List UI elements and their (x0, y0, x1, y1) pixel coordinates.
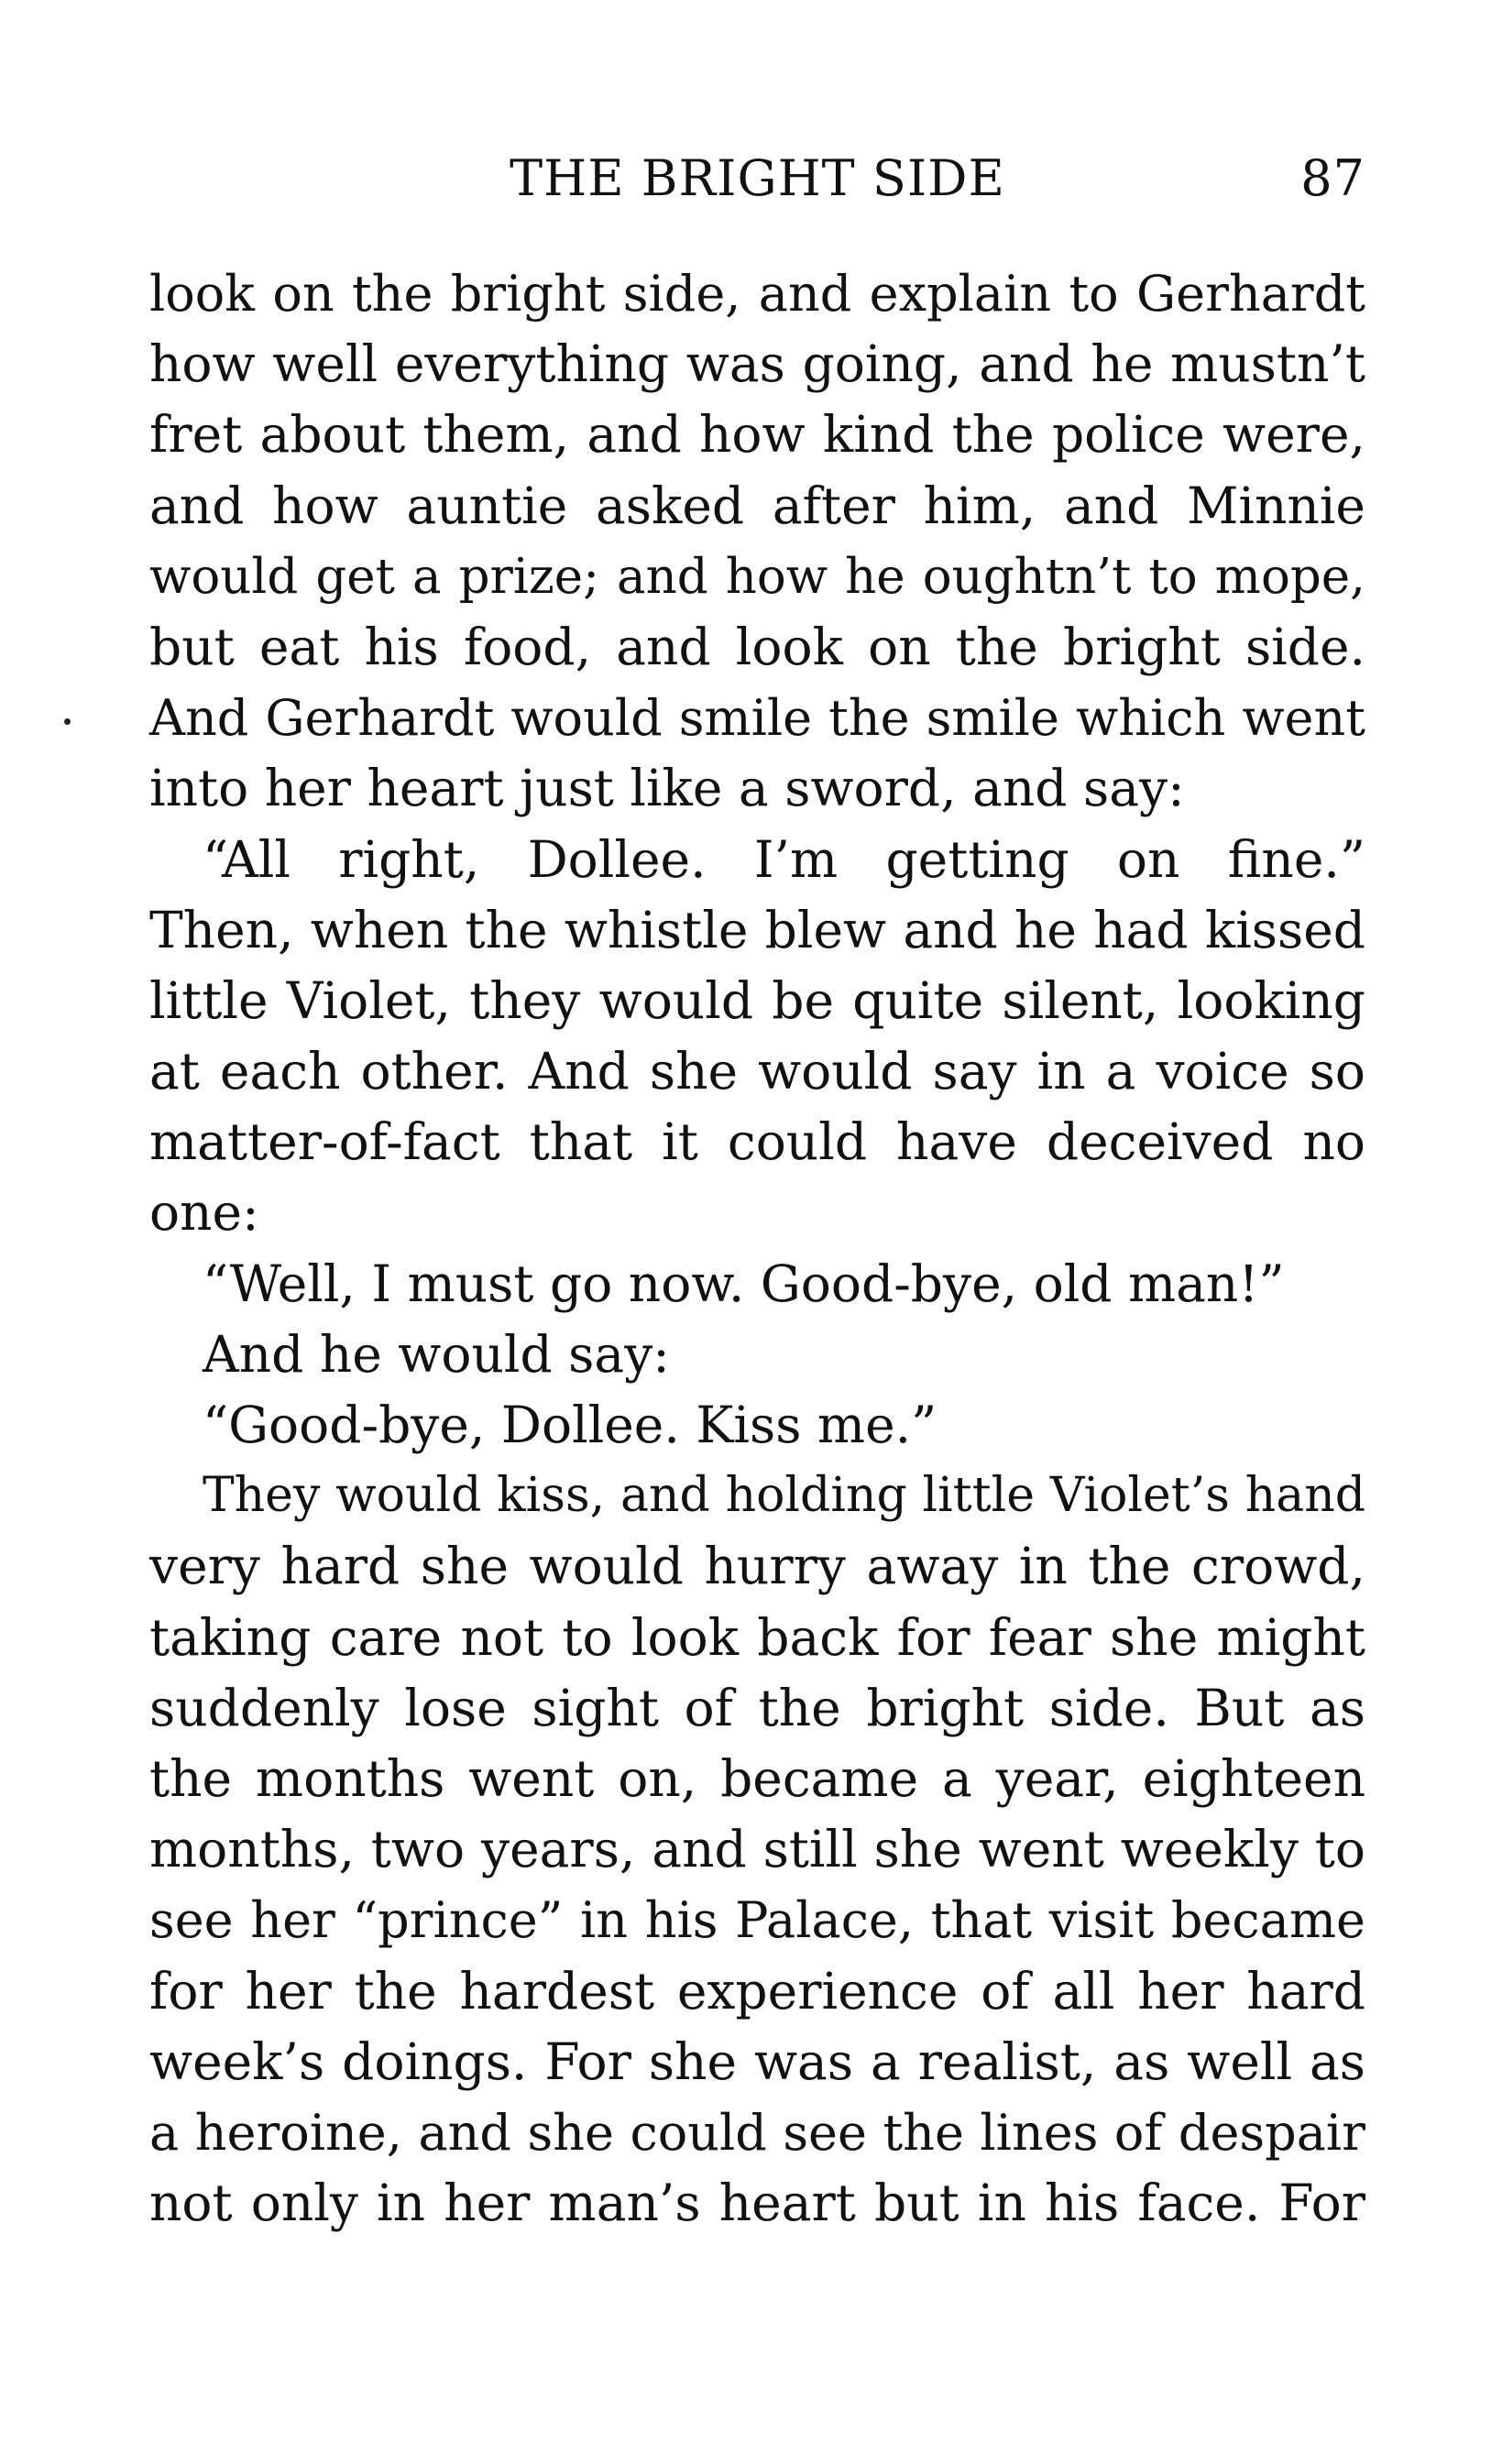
text-line: not only in her man’s heart but in his face. For (149, 2174, 1365, 2233)
text-line: a heroine, and she could see the lines of despair (149, 2103, 1365, 2162)
text-line: “All right, Dollee. I’m getting on fine.” (203, 829, 1365, 889)
text-line: one: (149, 1183, 259, 1243)
text-line: fret about them, and how kind the police were, (149, 405, 1365, 465)
text-line: They would kiss, and holding little Violet’s hand (203, 1468, 1365, 1524)
text-line: at each other. And she would say in a voice so (149, 1042, 1365, 1101)
text-line: And Gerhardt would smile the smile which went (149, 689, 1365, 748)
text-line: into her heart just like a sword, and say: (149, 759, 1185, 818)
text-line: see her “prince” in his Palace, that visit became (149, 1891, 1365, 1950)
text-line: for her the hardest experience of all her hard (149, 1961, 1365, 2020)
margin-mark (64, 718, 71, 725)
text-line: but eat his food, and look on the bright side. (149, 617, 1365, 676)
text-line: the months went on, became a year, eighteen (149, 1748, 1365, 1808)
running-head (149, 147, 1365, 211)
text-line: look on the bright side, and explain to Gerhardt (149, 265, 1365, 323)
text-line: “Good-bye, Dollee. Kiss me.” (203, 1396, 937, 1454)
text-line: And he would say: (203, 1324, 670, 1384)
body-text (149, 258, 1365, 2239)
text-line: and how auntie asked after him, and Minnie (149, 476, 1365, 535)
text-line: taking care not to look back for fear she might (149, 1607, 1365, 1667)
text-line: months, two years, and still she went weekly to (149, 1820, 1365, 1879)
text-line: very hard she would hurry away in the crowd, (149, 1537, 1365, 1596)
page-number: 87 (1300, 149, 1365, 207)
running-title: THE BRIGHT SIDE (510, 149, 1005, 207)
text-line: Then, when the whistle blew and he had kissed (149, 900, 1365, 959)
text-line: week’s doings. For she was a realist, as well as (149, 2031, 1365, 2091)
text-line: matter-of-fact that it could have deceived no (149, 1112, 1365, 1172)
text-line: “Well, I must go now. Good-bye, old man!” (203, 1254, 1285, 1313)
text-line: would get a prize; and how he oughtn’t to mope, (149, 548, 1365, 605)
text-line: little Violet, they would be quite silent, looking (149, 970, 1365, 1030)
text-line: suddenly lose sight of the bright side. But as (149, 1678, 1365, 1737)
text-line: how well everything was going, and he mustn’t (149, 334, 1365, 394)
